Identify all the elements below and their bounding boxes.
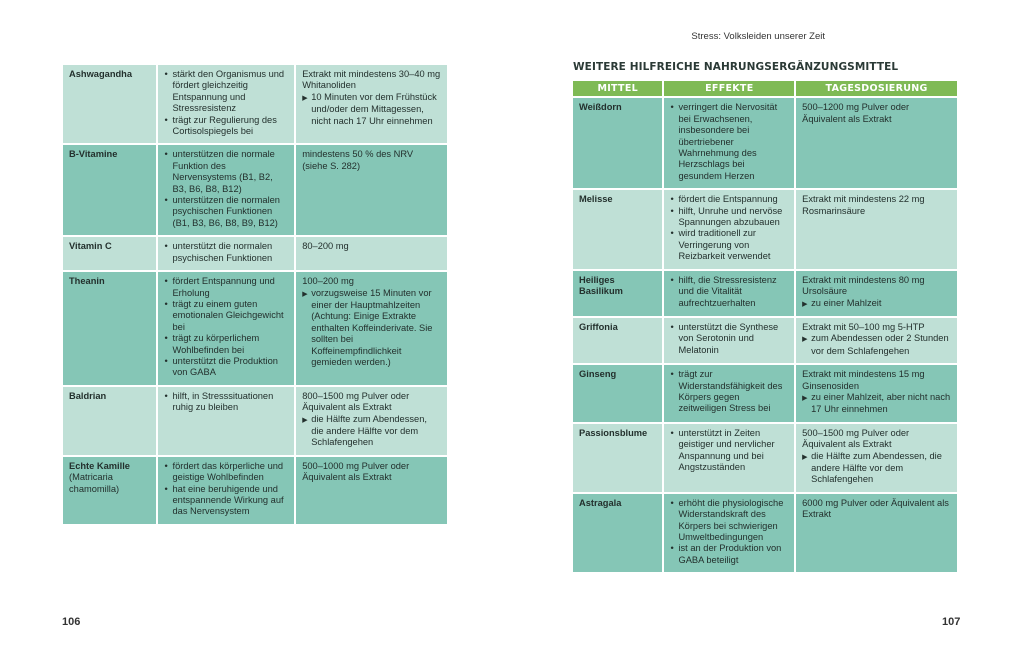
dosage-cell bbox=[796, 318, 957, 363]
effects-cell bbox=[158, 387, 294, 455]
table-row bbox=[63, 237, 447, 270]
supplement-name: Ashwagandha bbox=[69, 69, 133, 79]
effects-cell bbox=[664, 271, 794, 316]
effects-cell bbox=[158, 272, 294, 385]
supplement-name-cell bbox=[573, 365, 662, 422]
supplement-name-cell bbox=[573, 271, 662, 316]
supplement-name: Baldrian bbox=[69, 390, 107, 401]
dosage-instruction: ▶ zum Abendessen oder 2 Stunden vor dem Schlafengehen bbox=[802, 333, 951, 357]
effect-item: • unterstützt die normalen psychischen Funktionen bbox=[164, 241, 288, 264]
dosage-cell bbox=[296, 387, 447, 455]
effects-list bbox=[670, 194, 788, 262]
dosage-cell bbox=[296, 457, 447, 524]
table-header-row bbox=[573, 81, 957, 96]
dosage-item: Extrakt mit mindestens 30–40 mg Whitanoliden bbox=[302, 69, 441, 91]
effects-list bbox=[164, 276, 288, 379]
supplement-name: Melisse bbox=[579, 194, 613, 205]
effects-cell bbox=[664, 98, 794, 188]
supplement-name: Heiliges Basilikum bbox=[579, 274, 623, 297]
dosage-cell bbox=[796, 190, 957, 268]
supplement-name: Ginseng bbox=[579, 369, 617, 380]
table-row bbox=[573, 98, 957, 188]
dosage-item: 100–200 mg bbox=[302, 276, 354, 287]
dosage-cell bbox=[796, 424, 957, 492]
dosage-list bbox=[802, 322, 951, 357]
effects-cell bbox=[158, 65, 294, 143]
dosage-item: Extrakt mit mindestens 80 mg Ursolsäure bbox=[802, 274, 925, 297]
supplement-name-cell bbox=[63, 237, 156, 270]
dosage-list bbox=[302, 149, 441, 172]
supplement-name: Passionsblume bbox=[579, 427, 648, 438]
supplement-name: Echte Kamille bbox=[69, 460, 130, 471]
dosage-cell bbox=[296, 237, 447, 270]
effect-item: • stärkt den Organismus und fördert gleichzeitig Entspannung und Stressresistenz bbox=[164, 69, 288, 115]
dosage-item: Extrakt mit mindestens 15 mg Ginsenosiden bbox=[802, 369, 925, 391]
supplement-name-cell bbox=[573, 318, 662, 363]
effect-item: • ist an der Produktion von GABA beteiligt bbox=[670, 543, 788, 566]
dosage-list bbox=[802, 275, 951, 310]
dosage-instruction: ▶ die Hälfte zum Abendessen, die andere Hälfte vor dem Schlafengehen bbox=[802, 451, 951, 486]
effect-item: • fördert das körperliche und geistige Wohlbefinden bbox=[164, 461, 288, 484]
dosage-instruction: ▶ zu einer Mahlzeit, aber nicht nach 17 Uhr einnehmen bbox=[802, 392, 951, 416]
dosage-list bbox=[302, 69, 441, 127]
effect-item: • trägt zu einem guten emotionalen Gleichgewicht bei bbox=[164, 299, 288, 333]
supplement-name: Griffonia bbox=[579, 321, 618, 332]
supplement-table-right bbox=[571, 79, 959, 574]
dosage-cell bbox=[296, 272, 447, 385]
effects-cell bbox=[158, 457, 294, 524]
effects-list bbox=[164, 391, 288, 414]
effect-item: • unterstützt die Synthese von Serotonin und Melatonin bbox=[670, 322, 788, 356]
dosage-instruction: ▶ vorzugsweise 15 Minuten vor einer der Hauptmahlzeiten (Achtung: Einige Extrakte enthalten Koffeinderivate. Sie sollten bei Koffeinempfindlichkeit gemieden werden.) bbox=[302, 288, 441, 369]
effect-item: • trägt zur Regulierung des Cortisolspiegels bei bbox=[164, 115, 288, 138]
page-number-right: 107 bbox=[942, 616, 961, 628]
effects-list bbox=[164, 149, 288, 229]
table-row bbox=[573, 190, 957, 268]
header-mittel: MITTEL bbox=[573, 81, 662, 96]
supplement-name: Vitamin C bbox=[69, 241, 112, 252]
dosage-list bbox=[302, 461, 441, 484]
supplement-name-cell bbox=[63, 272, 156, 385]
supplement-name: Weißdorn bbox=[579, 102, 622, 113]
supplement-name-cell bbox=[63, 457, 156, 524]
effect-item: • unterstützen die normalen psychischen Funktionen (B1, B3, B6, B8, B9, B12) bbox=[164, 195, 288, 229]
effects-list bbox=[670, 102, 788, 182]
dosage-list bbox=[302, 241, 441, 252]
effects-list bbox=[164, 69, 288, 137]
effects-cell bbox=[664, 424, 794, 492]
dosage-cell bbox=[796, 494, 957, 572]
dosage-item: Extrakt mit mindestens 22 mg Rosmarinsäure bbox=[802, 194, 925, 216]
supplement-name: B-Vitamine bbox=[69, 149, 118, 160]
effect-item: • hat eine beruhigende und entspannende Wirkung auf das Nervensystem bbox=[164, 484, 288, 518]
effect-item: • fördert die Entspannung bbox=[670, 194, 788, 205]
effects-list bbox=[670, 369, 788, 415]
page-number-left: 106 bbox=[62, 616, 81, 628]
table-row bbox=[63, 272, 447, 385]
supplement-name-cell bbox=[573, 98, 662, 188]
effects-list bbox=[670, 322, 788, 356]
effects-list bbox=[164, 241, 288, 264]
right-table-body bbox=[573, 98, 957, 572]
dosage-item: 500–1500 mg Pulver oder Äquivalent als Extrakt bbox=[802, 427, 910, 450]
table-row bbox=[63, 145, 447, 235]
table-row bbox=[63, 65, 447, 143]
header-effekte: EFFEKTE bbox=[664, 81, 794, 96]
dosage-instruction: ▶ 10 Minuten vor dem Frühstück und/oder dem Mittagessen, nicht nach 17 Uhr einnehmen bbox=[302, 92, 441, 127]
effect-item: • unterstützen die normale Funktion des Nervensystems (B1, B2, B3, B6, B8, B12) bbox=[164, 149, 288, 195]
section-title: WEITERE HILFREICHE NAHRUNGSERGÄNZUNGSMITTEL bbox=[573, 61, 899, 73]
effect-item: • hilft, die Stressresistenz und die Vitalität aufrechtzuerhalten bbox=[670, 275, 788, 309]
supplement-name-cell bbox=[573, 494, 662, 572]
effect-item: • hilft, in Stresssituationen ruhig zu bleiben bbox=[164, 391, 288, 414]
dosage-list bbox=[802, 102, 951, 125]
effect-item: • verringert die Nervosität bei Erwachsenen, insbesondere bei übertriebener Wahrnehmung des Herzschlags bei gesundem Herzen bbox=[670, 102, 788, 182]
running-header: Stress: Volksleiden unserer Zeit bbox=[691, 31, 825, 42]
effect-item: • wird traditionell zur Verringerung von Reizbarkeit verwendet bbox=[670, 228, 788, 262]
dosage-item: 6000 mg Pulver oder Äquivalent als Extrakt bbox=[802, 497, 949, 520]
effects-list bbox=[670, 275, 788, 309]
dosage-item: 500–1200 mg Pulver oder Äquivalent als Extrakt bbox=[802, 102, 910, 124]
table-row bbox=[63, 457, 447, 524]
dosage-cell bbox=[796, 98, 957, 188]
dosage-list bbox=[802, 369, 951, 416]
effect-item: • fördert Entspannung und Erholung bbox=[164, 276, 288, 299]
effects-cell bbox=[664, 494, 794, 572]
effects-list bbox=[670, 428, 788, 474]
header-tagesdosierung: TAGESDOSIERUNG bbox=[796, 81, 957, 96]
dosage-instruction: ▶ zu einer Mahlzeit bbox=[802, 298, 951, 310]
effects-cell bbox=[158, 145, 294, 235]
dosage-item: mindestens 50 % des NRV (siehe S. 282) bbox=[302, 149, 414, 171]
table-row bbox=[573, 424, 957, 492]
dosage-list bbox=[302, 276, 441, 368]
table-row bbox=[573, 365, 957, 422]
supplement-name-cell bbox=[573, 190, 662, 268]
left-table-body bbox=[63, 65, 447, 524]
supplement-name: Astragala bbox=[579, 497, 622, 508]
effect-item: • erhöht die physiologische Widerstandskraft des Körpers bei schwierigen Umweltbedingungen bbox=[670, 498, 788, 544]
table-row bbox=[573, 494, 957, 572]
dosage-item: Extrakt mit 50–100 mg 5-HTP bbox=[802, 321, 925, 332]
dosage-item: 800–1500 mg Pulver oder Äquivalent als Extrakt bbox=[302, 390, 410, 413]
dosage-list bbox=[802, 428, 951, 486]
supplement-name-cell bbox=[63, 387, 156, 455]
effect-item: • unterstützt in Zeiten geistiger und nervlicher Anspannung und bei Angstzuständen bbox=[670, 428, 788, 474]
dosage-item: 500–1000 mg Pulver oder Äquivalent als Extrakt bbox=[302, 460, 410, 483]
dosage-instruction: ▶ die Hälfte zum Abendessen, die andere Hälfte vor dem Schlafengehen bbox=[302, 414, 441, 449]
supplement-latin-name: (Matricaria chamomilla) bbox=[69, 472, 120, 494]
dosage-list bbox=[802, 194, 951, 217]
supplement-name-cell bbox=[63, 145, 156, 235]
dosage-list bbox=[302, 391, 441, 449]
effects-cell bbox=[664, 318, 794, 363]
effects-list bbox=[670, 498, 788, 566]
dosage-cell bbox=[296, 145, 447, 235]
table-row bbox=[573, 271, 957, 316]
supplement-name-cell bbox=[573, 424, 662, 492]
supplement-table-left bbox=[61, 63, 449, 526]
dosage-cell bbox=[296, 65, 447, 143]
effect-item: • trägt zu körperlichem Wohlbefinden bei bbox=[164, 333, 288, 356]
effect-item: • hilft, Unruhe und nervöse Spannungen abzubauen bbox=[670, 206, 788, 229]
effects-cell bbox=[158, 237, 294, 270]
dosage-cell bbox=[796, 365, 957, 422]
supplement-name: Theanin bbox=[69, 276, 105, 287]
dosage-list bbox=[802, 498, 951, 521]
effects-cell bbox=[664, 190, 794, 268]
effects-cell bbox=[664, 365, 794, 422]
supplement-name-cell bbox=[63, 65, 156, 143]
effect-item: • unterstützt die Produktion von GABA bbox=[164, 356, 288, 379]
dosage-item: 80–200 mg bbox=[302, 241, 349, 252]
effects-list bbox=[164, 461, 288, 518]
effect-item: • trägt zur Widerstandsfähigkeit des Körpers gegen zeitweiligen Stress bei bbox=[670, 369, 788, 415]
dosage-cell bbox=[796, 271, 957, 316]
table-row bbox=[573, 318, 957, 363]
table-row bbox=[63, 387, 447, 455]
